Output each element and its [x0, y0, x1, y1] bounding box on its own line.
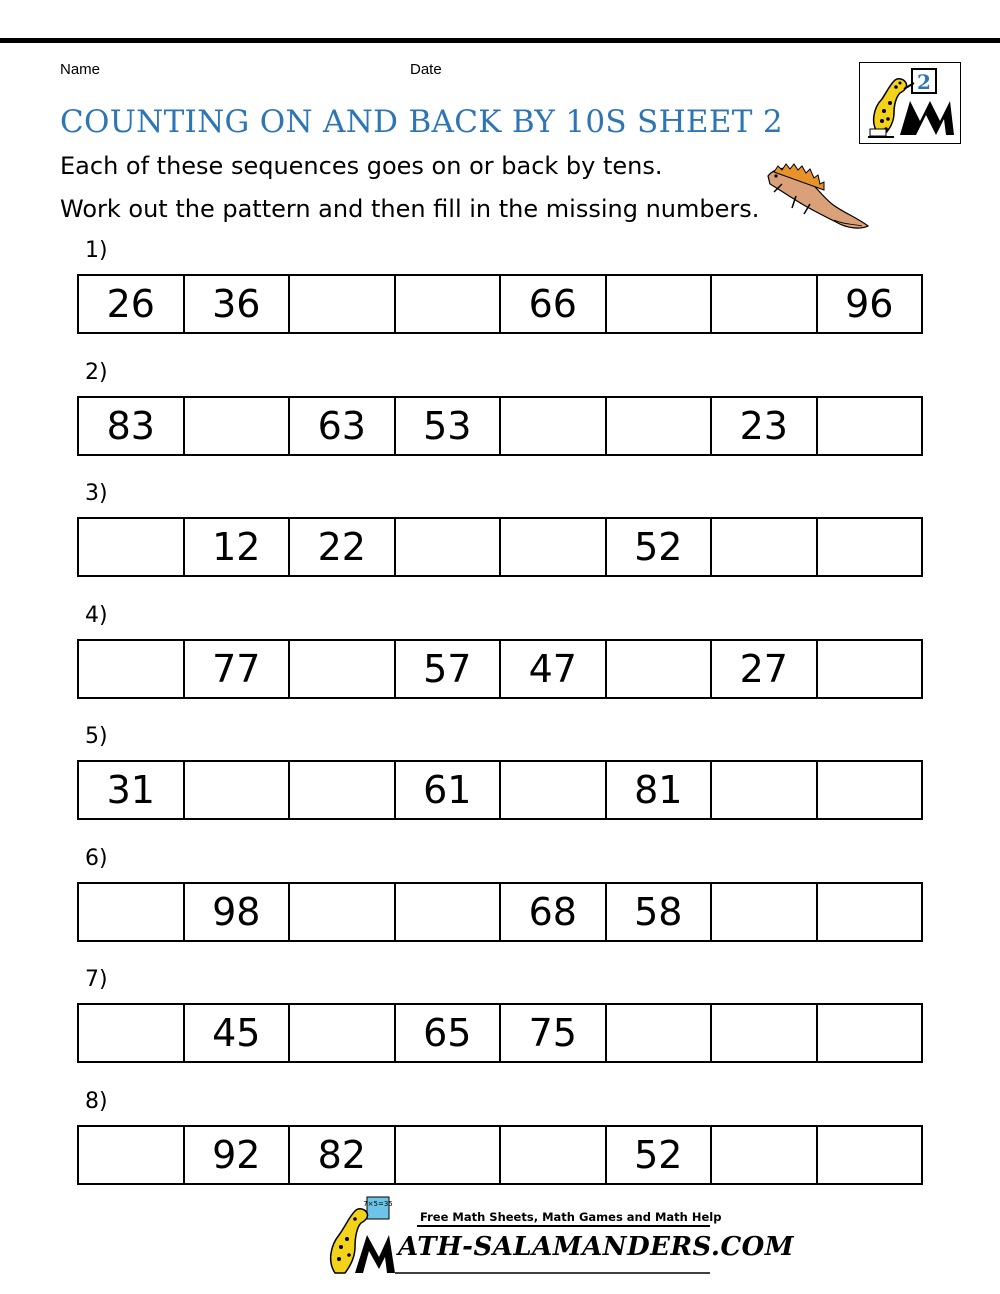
- given-number: 66: [501, 276, 607, 332]
- answer-box[interactable]: [712, 519, 818, 575]
- sequence-row: [77, 1125, 923, 1185]
- given-number: 12: [185, 519, 291, 575]
- sequence-row: [77, 517, 923, 577]
- answer-box[interactable]: [712, 762, 818, 818]
- question-label: 8): [85, 1088, 108, 1114]
- answer-box[interactable]: [79, 641, 185, 697]
- given-number: 57: [396, 641, 502, 697]
- answer-box[interactable]: [79, 1127, 185, 1183]
- given-number: 82: [290, 1127, 396, 1183]
- given-number: 52: [607, 519, 713, 575]
- given-number: 68: [501, 884, 607, 940]
- answer-box[interactable]: [607, 1005, 713, 1061]
- given-number: 63: [290, 398, 396, 454]
- given-number: 23: [712, 398, 818, 454]
- answer-box[interactable]: [396, 519, 502, 575]
- given-number: 36: [185, 276, 291, 332]
- given-number: 83: [79, 398, 185, 454]
- answer-box[interactable]: [501, 762, 607, 818]
- given-number: 65: [396, 1005, 502, 1061]
- given-number: 61: [396, 762, 502, 818]
- newt-icon: [762, 160, 872, 235]
- answer-box[interactable]: [818, 884, 924, 940]
- sequence-row: [77, 396, 923, 456]
- footer-tagline: Free Math Sheets, Math Games and Math Help: [420, 1210, 722, 1224]
- answer-box[interactable]: [501, 1127, 607, 1183]
- answer-box[interactable]: [185, 762, 291, 818]
- answer-box[interactable]: [290, 762, 396, 818]
- answer-box[interactable]: [501, 519, 607, 575]
- answer-box[interactable]: [818, 398, 924, 454]
- date-label: Date: [410, 61, 442, 78]
- answer-box[interactable]: [712, 1127, 818, 1183]
- name-label: Name: [60, 61, 101, 78]
- answer-box[interactable]: [607, 398, 713, 454]
- sequence-row: [77, 639, 923, 699]
- answer-box[interactable]: [396, 884, 502, 940]
- question-label: 4): [85, 602, 108, 628]
- grade-badge-number: 2: [917, 70, 931, 94]
- instruction-line-2: Work out the pattern and then fill in the missing numbers.: [60, 195, 760, 223]
- answer-box[interactable]: [501, 398, 607, 454]
- given-number: 92: [185, 1127, 291, 1183]
- given-number: 27: [712, 641, 818, 697]
- page-title: COUNTING ON AND BACK BY 10S SHEET 2: [60, 104, 783, 140]
- question-label: 2): [85, 359, 108, 385]
- sequence-row: [77, 274, 923, 334]
- given-number: 75: [501, 1005, 607, 1061]
- logo-card-text: 7×5=35: [363, 1200, 393, 1208]
- instruction-line-1: Each of these sequences goes on or back by tens.: [60, 152, 663, 180]
- top-rule: [0, 38, 1000, 43]
- answer-box[interactable]: [818, 1005, 924, 1061]
- answer-box[interactable]: [79, 1005, 185, 1061]
- grade-logo: [859, 62, 961, 144]
- answer-box[interactable]: [185, 398, 291, 454]
- sequence-row: [77, 882, 923, 942]
- given-number: 52: [607, 1127, 713, 1183]
- salamander-logo-icon: [860, 63, 959, 142]
- footer-site-name: ATH-SALAMANDERS.COM: [398, 1232, 795, 1262]
- answer-box[interactable]: [290, 641, 396, 697]
- given-number: 47: [501, 641, 607, 697]
- given-number: 77: [185, 641, 291, 697]
- question-label: 1): [85, 238, 108, 263]
- given-number: 98: [185, 884, 291, 940]
- answer-box[interactable]: [818, 1127, 924, 1183]
- given-number: 58: [607, 884, 713, 940]
- given-number: 31: [79, 762, 185, 818]
- answer-box[interactable]: [607, 641, 713, 697]
- question-label: 7): [85, 967, 108, 992]
- given-number: 96: [818, 276, 924, 332]
- answer-box[interactable]: [290, 1005, 396, 1061]
- answer-box[interactable]: [818, 641, 924, 697]
- answer-box[interactable]: [79, 884, 185, 940]
- answer-box[interactable]: [712, 276, 818, 332]
- answer-box[interactable]: [712, 884, 818, 940]
- sequence-row: [77, 1003, 923, 1063]
- given-number: 22: [290, 519, 396, 575]
- answer-box[interactable]: [818, 762, 924, 818]
- answer-box[interactable]: [818, 519, 924, 575]
- answer-box[interactable]: [396, 276, 502, 332]
- given-number: 53: [396, 398, 502, 454]
- given-number: 45: [185, 1005, 291, 1061]
- sequence-row: [77, 760, 923, 820]
- answer-box[interactable]: [79, 519, 185, 575]
- answer-box[interactable]: [290, 884, 396, 940]
- given-number: 26: [79, 276, 185, 332]
- question-label: 3): [85, 481, 108, 506]
- given-number: 81: [607, 762, 713, 818]
- answer-box[interactable]: [712, 1005, 818, 1061]
- question-label: 5): [85, 724, 108, 749]
- question-label: 6): [85, 845, 108, 871]
- answer-box[interactable]: [607, 276, 713, 332]
- answer-box[interactable]: [396, 1127, 502, 1183]
- answer-box[interactable]: [290, 276, 396, 332]
